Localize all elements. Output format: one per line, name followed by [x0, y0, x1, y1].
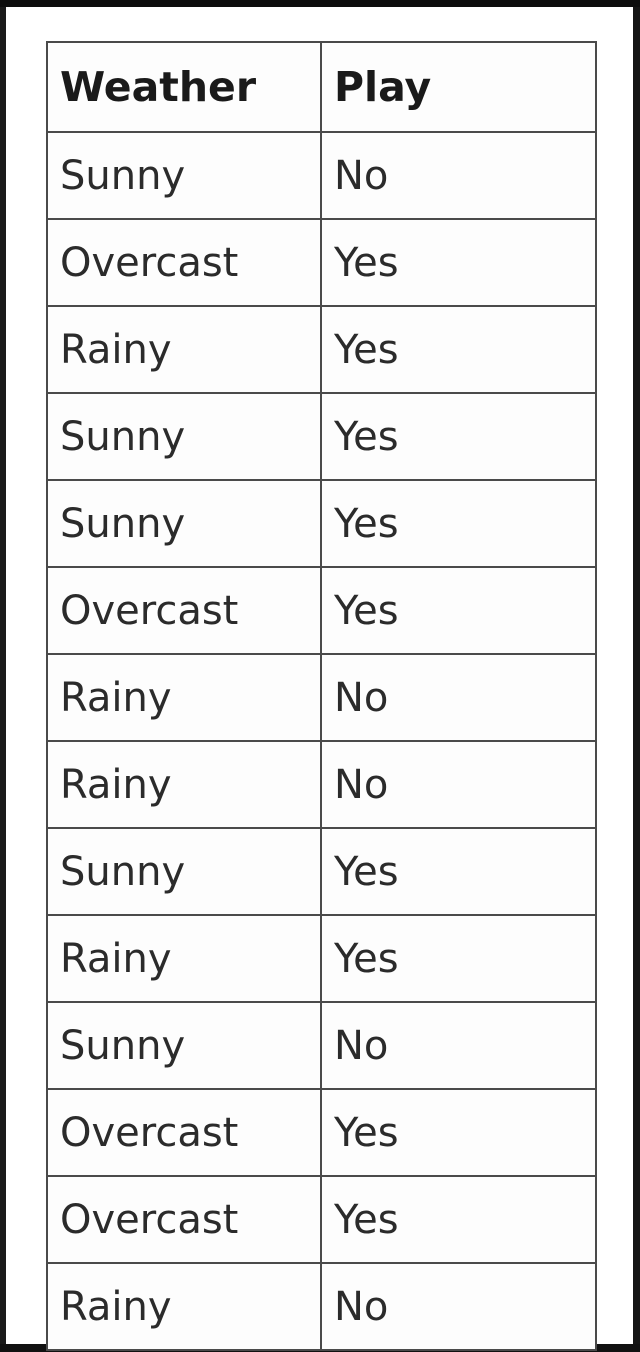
table-row: [47, 828, 596, 915]
cell-play: No: [321, 1263, 596, 1350]
cell-play: Yes: [321, 393, 596, 480]
scan-edge-right: [633, 7, 640, 1344]
cell-weather: Sunny: [47, 393, 321, 480]
table-row: [47, 132, 596, 219]
cell-weather: Overcast: [47, 1176, 321, 1263]
table-row: [47, 1002, 596, 1089]
cell-weather: Overcast: [47, 219, 321, 306]
table-row: [47, 741, 596, 828]
cell-weather: Rainy: [47, 654, 321, 741]
cell-weather: Rainy: [47, 741, 321, 828]
column-header-weather: Weather: [47, 42, 321, 132]
table-row: [47, 480, 596, 567]
cell-play: Yes: [321, 306, 596, 393]
cell-weather: Sunny: [47, 1002, 321, 1089]
cell-play: No: [321, 741, 596, 828]
table-row: [47, 1263, 596, 1350]
weather-play-table: [46, 41, 597, 1351]
cell-weather: Rainy: [47, 306, 321, 393]
table-header: [47, 42, 596, 132]
table-row: [47, 1089, 596, 1176]
cell-play: Yes: [321, 1089, 596, 1176]
scan-edge-top: [0, 0, 640, 7]
cell-play: Yes: [321, 480, 596, 567]
table-row: [47, 306, 596, 393]
table-row: [47, 1176, 596, 1263]
cell-weather: Sunny: [47, 480, 321, 567]
cell-weather: Rainy: [47, 915, 321, 1002]
cell-play: No: [321, 654, 596, 741]
cell-play: Yes: [321, 1176, 596, 1263]
cell-play: No: [321, 1002, 596, 1089]
cell-weather: Rainy: [47, 1263, 321, 1350]
cell-weather: Overcast: [47, 567, 321, 654]
cell-weather: Overcast: [47, 1089, 321, 1176]
column-header-play: Play: [321, 42, 596, 132]
table-row: [47, 393, 596, 480]
table-row: [47, 567, 596, 654]
cell-play: Yes: [321, 915, 596, 1002]
table-row: [47, 915, 596, 1002]
table-header-row: [47, 42, 596, 132]
cell-play: Yes: [321, 828, 596, 915]
scan-edge-left: [0, 7, 6, 1344]
table-row: [47, 654, 596, 741]
cell-weather: Sunny: [47, 828, 321, 915]
table-row: [47, 219, 596, 306]
cell-play: No: [321, 132, 596, 219]
cell-play: Yes: [321, 219, 596, 306]
cell-weather: Sunny: [47, 132, 321, 219]
weather-play-table-wrapper: [46, 41, 595, 1351]
table-body: [47, 132, 596, 1350]
cell-play: Yes: [321, 567, 596, 654]
